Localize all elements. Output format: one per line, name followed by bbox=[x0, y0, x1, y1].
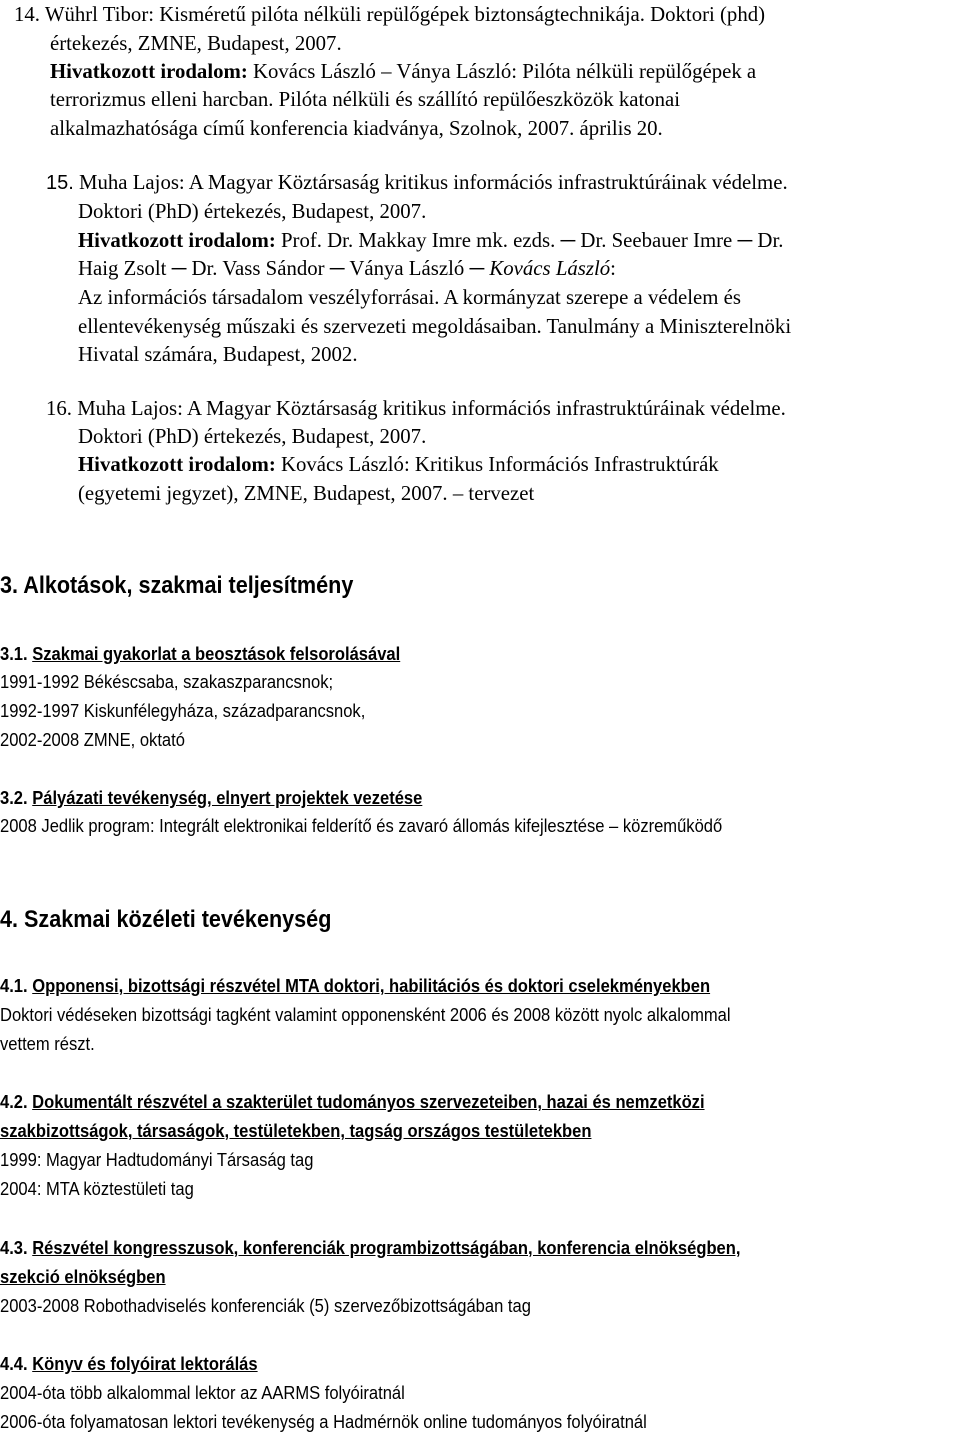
section4-1-text: Doktori védéseken bizottsági tagként valamint opponensként 2006 és 2008 között nyolc alkalommal bbox=[0, 1004, 731, 1025]
section3-1-heading bbox=[0, 645, 400, 663]
ref15-cited-label: Hivatkozott irodalom: bbox=[78, 229, 276, 252]
section3-2-line: 2008 Jedlik program: Integrált elektronikai felderítő és zavaró állomás kifejlesztése – közreműködő bbox=[0, 815, 723, 836]
section4-3-number: 4.3. bbox=[0, 1237, 33, 1258]
ref15-cited-text: Prof. Dr. Makkay Imre mk. ezds. ─ Dr. Seebauer Imre ─ Dr. bbox=[275, 229, 784, 252]
ref15-line4 bbox=[78, 259, 616, 280]
ref15-line2: Doktori (PhD) értekezés, Budapest, 2007. bbox=[78, 200, 427, 223]
ref14-cited-label: Hivatkozott irodalom: bbox=[50, 60, 248, 83]
ref15-number: 15. bbox=[46, 172, 74, 194]
ref15-line5: Az információs társadalom veszélyforrásai. A kormányzat szerepe a védelem és bbox=[78, 286, 741, 309]
ref16-line4: (egyetemi jegyzet), ZMNE, Budapest, 2007. – tervezet bbox=[78, 482, 535, 505]
section4-2-heading bbox=[0, 1093, 958, 1111]
section3-1-number: 3.1. bbox=[0, 643, 33, 664]
section4-4-title: Könyv és folyóirat lektorálás bbox=[32, 1353, 258, 1374]
section4-1-title: Opponensi, bizottsági részvétel MTA doktori, habilitációs és doktori cselekményekben bbox=[32, 975, 711, 996]
ref15-authors: Haig Zsolt ─ Dr. Vass Sándor ─ Ványa László ─ bbox=[78, 257, 490, 280]
ref16-line3 bbox=[78, 455, 719, 476]
ref15-line1 bbox=[46, 173, 788, 194]
ref14-cited-text: Kovács László – Ványa László: Pilóta nélküli repülőgépek a bbox=[247, 60, 757, 83]
ref14-line1: 14. Wührl Tibor: Kisméretű pilóta nélküli repülőgépek biztonságtechnikája. Doktori (phd) bbox=[14, 3, 766, 26]
ref14-line5: alkalmazhatósága című konferencia kiadványa, Szolnok, 2007. április 20. bbox=[50, 117, 663, 140]
ref15-title: Muha Lajos: A Magyar Köztársaság kritikus információs infrastruktúráinak védelme. bbox=[73, 171, 788, 194]
section4-4-number: 4.4. bbox=[0, 1353, 33, 1374]
ref15-colon: : bbox=[610, 257, 616, 280]
section4-1-text: vettem részt. bbox=[0, 1033, 95, 1054]
section4-4-line: 2006-óta folyamatosan lektori tevékenység a Hadmérnök online tudományos folyóiratnál bbox=[0, 1411, 647, 1432]
section4-4-heading bbox=[0, 1355, 258, 1373]
section4-heading: 4. Szakmai közéleti tevékenység bbox=[0, 906, 332, 933]
ref16-line2: Doktori (PhD) értekezés, Budapest, 2007. bbox=[78, 425, 427, 448]
ref15-line3 bbox=[78, 231, 783, 252]
section3-1-title: Szakmai gyakorlat a beosztások felsorolásával bbox=[32, 643, 401, 664]
ref16-line1: 16. Muha Lajos: A Magyar Köztársaság kritikus információs infrastruktúráinak védelme. bbox=[46, 397, 786, 420]
ref14-line3 bbox=[50, 62, 756, 83]
section4-2-number: 4.2. bbox=[0, 1091, 33, 1112]
section3-1-line: 1991-1992 Békéscsaba, szakaszparancsnok; bbox=[0, 671, 334, 692]
ref16-cited-label: Hivatkozott irodalom: bbox=[78, 453, 276, 476]
ref14-line4: terrorizmus elleni harcban. Pilóta nélküli és szállító repülőeszközök katonai bbox=[50, 88, 681, 111]
ref14-line2: értekezés, ZMNE, Budapest, 2007. bbox=[50, 32, 342, 55]
section4-4-line: 2004-óta több alkalommal lektor az AARMS folyóiratnál bbox=[0, 1382, 405, 1403]
section4-2-line: 2004: MTA köztestületi tag bbox=[0, 1178, 194, 1199]
ref15-line6: ellentevékenység műszaki és szervezeti megoldásaiban. Tanulmány a Miniszterelnöki bbox=[78, 315, 792, 338]
section4-3-title: Részvétel kongresszusok, konferenciák programbizottságában, konferencia elnökségben, bbox=[32, 1237, 741, 1258]
section4-3-line: 2003-2008 Robothadviselés konferenciák (5) szervezőbizottságában tag bbox=[0, 1295, 531, 1316]
section4-2-title: Dokumentált részvétel a szakterület tudományos szervezeteiben, hazai és nemzetközi bbox=[32, 1091, 705, 1112]
section4-3-title-cont: szekció elnökségben bbox=[0, 1266, 166, 1287]
section3-heading: 3. Alkotások, szakmai teljesítmény bbox=[0, 572, 354, 599]
section4-3-heading bbox=[0, 1239, 740, 1257]
section4-2-title-cont: szakbizottságok, társaságok, testületekben, tagság országos testületekben bbox=[0, 1120, 592, 1141]
section4-1-number: 4.1. bbox=[0, 975, 33, 996]
ref15-author-italic: Kovács László bbox=[489, 257, 611, 280]
section4-1-heading bbox=[0, 977, 710, 995]
ref16-cited-text: Kovács László: Kritikus Információs Infrastruktúrák bbox=[275, 453, 719, 476]
section3-2-title: Pályázati tevékenység, elnyert projektek vezetése bbox=[32, 787, 423, 808]
section4-2-line: 1999: Magyar Hadtudományi Társaság tag bbox=[0, 1149, 314, 1170]
section3-1-line: 2002-2008 ZMNE, oktató bbox=[0, 729, 185, 750]
section3-1-line: 1992-1997 Kiskunfélegyháza, századparancsnok, bbox=[0, 700, 366, 721]
section3-2-number: 3.2. bbox=[0, 787, 33, 808]
section3-2-heading bbox=[0, 789, 422, 807]
ref15-line7: Hivatal számára, Budapest, 2002. bbox=[78, 343, 358, 366]
